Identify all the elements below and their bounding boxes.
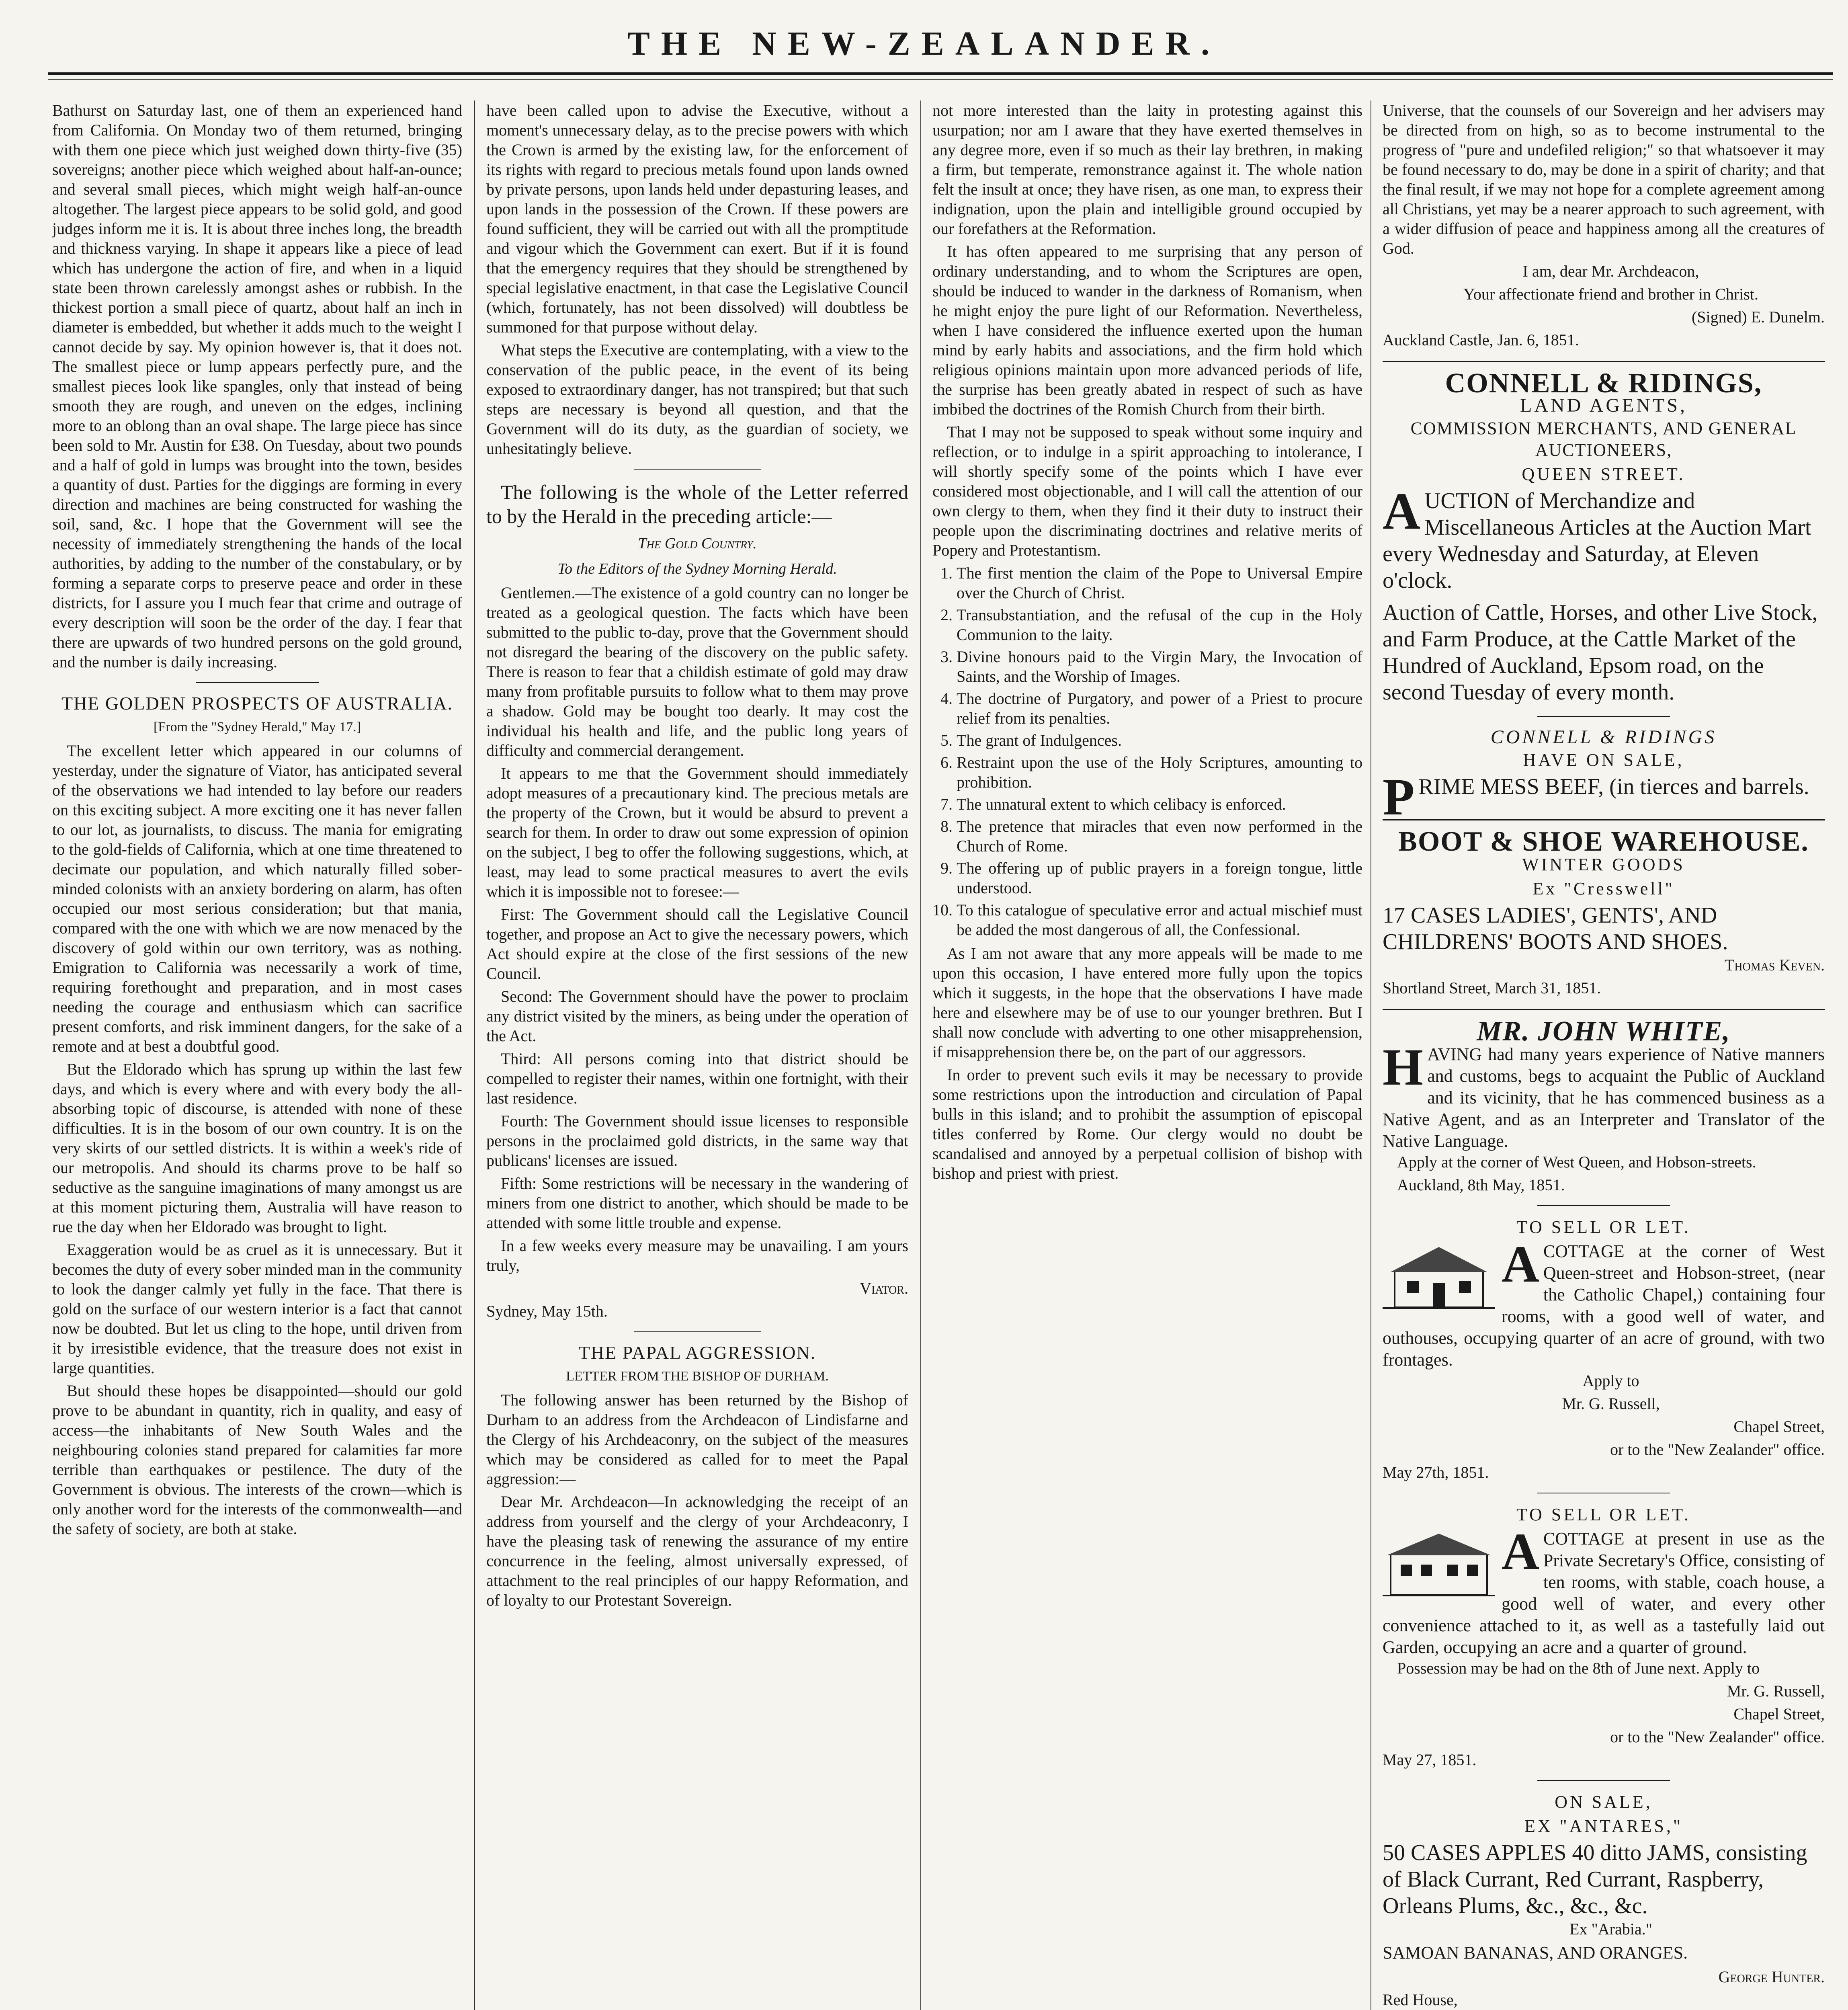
letter-point: Second: The Government should have the power to proclaim any district visited by the miners, as being under the operation of the Act.	[486, 987, 908, 1045]
dropcap: A	[1502, 1523, 1539, 1581]
ad-body	[1383, 768, 1825, 826]
list-item: 2. Transubstantiation, and the refusal of the cup in the Holy Communion to the laity.	[957, 605, 1362, 644]
ad-date: Shortland Street, March 31, 1851.	[1383, 979, 1601, 997]
ad-body	[1383, 1235, 1825, 1371]
column-3	[932, 100, 1362, 2010]
article-text: have been called upon to advise the Executive, without a moment's unnecessary delay, as to the precise powers with which the Crown is armed by the existing law, for the enforcement of its rights with regard to precious metals found upon lands owned by private persons, upon lands held under depasturing leases, and upon lands in the possession of the Crown. If these powers are found sufficient, they will be carried out with all the promptitude and vigour which the Government can exert. But if it is found that the emergency requires that they should be strengthened by special legislative enactment, in that case the Legislative Council (which, fortunately, has not been dissolved) will doubtless be summoned for that purpose without delay.	[486, 101, 908, 336]
ad-heading: CONNELL & RIDINGS	[1490, 726, 1717, 748]
list-item: 4. The doctrine of Purgatory, and power of a Priest to procure relief from its penalties.	[957, 689, 1362, 728]
article-paragraph: The excellent letter which appeared in our columns of yesterday, under the signature of Viator, has anticipated several of the observations we had intended to lay before our readers on this exciting subject. A more exciting one it has never fallen to our lot, as journalists, to discuss. The mania for emigrating to the gold-fields of California, which at one time threatened to decimate our population, and which naturally filled sober-minded colonists with an anxiety bordering on alarm, has often occupied our most serious consideration; but that mania, compared with the one with which we are now menaced by the discovery of gold within our own territory, was as nothing. Emigration to California was necessarily a work of time, requiring forethought and preparation, and in most cases needing the courage and enthusiasm which can sacrifice present comforts, and risk imminent dangers, for the sake of a remote and at best a doubtful good.	[52, 742, 462, 1055]
letter-point: Third: All persons coming into that district should be compelled to register their names, within one fortnight, with their last residence.	[486, 1050, 908, 1107]
article-source: [From the "Sydney Herald," May 17.]	[154, 720, 361, 734]
ad-text: Apply at the corner of West Queen, and Hobson-streets.	[1397, 1153, 1756, 1171]
dropcap: P	[1383, 768, 1415, 826]
ad-contact: Mr. G. Russell,	[1727, 1682, 1825, 1700]
list-item: 1. The first mention the claim of the Pope to Universal Empire over the Church of Christ.	[957, 563, 1362, 603]
masthead-title: THE NEW-ZEALANDER.	[627, 25, 1221, 62]
objections-list	[932, 563, 1362, 939]
letter-close: In a few weeks every measure may be unavailing. I am yours truly,	[486, 1237, 908, 1274]
signoff: Your affectionate friend and brother in Christ.	[1463, 285, 1758, 303]
ad-contact: Red House,	[1383, 1991, 1458, 2009]
ad-heading: MR. JOHN WHITE,	[1477, 1016, 1731, 1047]
ad-heading: CONNELL & RIDINGS,	[1445, 368, 1762, 399]
column-4	[1383, 100, 1825, 2010]
divider	[1537, 1780, 1670, 1781]
list-item: 9. The offering up of public prayers in a foreign tongue, little understood.	[957, 858, 1362, 898]
divider	[1383, 1009, 1825, 1010]
ad-body: Auction of Cattle, Horses, and other Live Stock, and Farm Produce, at the Cattle Market of the Hundred of Auckland, Epsom road, on the second Tuesday of every month.	[1383, 600, 1818, 705]
letter-point: Fourth: The Government should issue licenses to responsible persons in the proclaimed gold districts, in the same way that publicans' licenses are issued.	[486, 1112, 908, 1169]
divider	[196, 682, 319, 683]
ad-text: SAMOAN BANANAS, AND ORANGES.	[1383, 1943, 1688, 1963]
article-heading: THE PAPAL AGGRESSION.	[578, 1342, 816, 1363]
article-paragraph: In order to prevent such evils it may be necessary to provide some restrictions upon the introduction and circulation of Papal bulls in this island; and to prohibit the assumption of episcopal titles conferred by Rome. Our clergy would no doubt be scandalised and annoyed by a perpetual collision of bishop with bishop and priest with priest.	[932, 1066, 1362, 1182]
dropcap: H	[1383, 1038, 1424, 1096]
ad-text: Apply to	[1582, 1372, 1639, 1390]
ad-body: 17 CASES LADIES', GENTS', AND CHILDRENS' BOOTS AND SHOES.	[1383, 903, 1728, 954]
masthead-rule	[48, 72, 1833, 75]
article-text: Bathurst on Saturday last, one of them an experienced hand from California. On Monday two of them returned, bringing with them one piece which just weighed down thirty-five (35) sovereigns; another piece which weighed about half-an-ounce; and several small pieces, which might weigh half-an-ounce altogether. The largest piece appears to be solid gold, and good judges inform me it is. It is about three inches long, the breadth and thickness varying. In shape it appears like a piece of lead which has undergone the action of fire, and when in a liquid state been thrown carelessly amongst ashes or rubbish. In the thickest portion a small piece of quartz, about half an inch in diameter is embedded, but whether it adds much to the weight I cannot decide by say. My opinion however is, that it does not. The smallest piece or lump appears perfectly pure, and the smallest pieces look like spangles, only that instead of being smooth they are rough, and uneven on the edges, inclining more to an oblong than an oval shape. The large piece has since been sold to Mr. Austin for £38. On Tuesday, about two pounds and a half of gold in lumps was brought into the town, besides a quantity of dust. Parties for the diggings are forming in every direction and machines are being constructed for washing the soil, sand, &c. I hope that the Government will see the necessity of immediately strengthening the hands of the local authorities, by adding to the number of the constabulary, or by forming a separate corps to preserve peace and order in these districts, for I assure you I much fear that crime and outrage of every description will soon be the order of the day. I fear that there are upwards of two hundred persons on the gold ground, and the number is daily increasing.	[52, 101, 462, 671]
column-rule	[474, 100, 475, 2010]
ad-contact: Mr. G. Russell,	[1562, 1395, 1660, 1413]
letter-paragraph: Gentlemen.—The existence of a gold country can no longer be treated as a geological question. The facts which have been submitted to the public to-day, prove that the Government should not disregard the bearing of the discovery on the public safety. There is reason to fear that a childish estimate of gold may draw many from profitable pursuits to follow what to them may prove a shadow. Gold may be bought too dearly. It may cost the individual his health and life, and the public long years of difficulty and commercial derangement.	[486, 584, 908, 759]
list-item: 6. Restraint upon the use of the Holy Scriptures, amounting to prohibition.	[957, 753, 1362, 792]
ad-contact: Chapel Street,	[1733, 1417, 1825, 1436]
article-paragraph: That I may not be supposed to speak without some inquiry and reflection, or to indulge in a spirit approaching to intolerance, I will shortly specify some of the points which I have ever considered most objectionable, and I will call the attention of our own clergy to them, when they find it their duty to instruct their people upon the discriminating doctrines and relative merits of Popery and Protestantism.	[932, 423, 1362, 559]
list-item: 8. The pretence that miracles that even now performed in the Church of Rome.	[957, 816, 1362, 856]
ad-body: 50 CASES APPLES 40 ditto JAMS, consisting of Black Currant, Red Currant, Raspberry, Orleans Plums, &c., &c., &c.	[1383, 1840, 1807, 1918]
signoff: I am, dear Mr. Archdeacon,	[1522, 262, 1699, 280]
ad-contact: or to the "New Zealander" office.	[1610, 1728, 1825, 1746]
article-paragraph: But the Eldorado which has sprung up within the last few days, and which is every where and with every body the all-absorbing topic of discourse, is attended with none of these difficulties. It is in the bosom of our own country. It is on the very skirts of our settled districts. It is within a week's ride of our metropolis. And should its charms prove to be half so seductive as the sanguine imaginations of many amongst us are at this moment picturing them, Australia will have reason to rue the day when her Eldorado was brought to light.	[52, 1060, 462, 1236]
list-item: 10. To this catalogue of speculative error and actual mischief must be added the most dangerous of all, the Confessional.	[957, 900, 1362, 939]
article-text: Universe, that the counsels of our Sovereign and her advisers may be directed from on high, so as to become instrumental to the progress of "pure and undefiled religion;" so that whatsoever it may be found necessary to do, may be done in a spirit of charity; and that the final result, if we may not hope for a complete agreement among all Christians, yet may be a nearer approach to such agreement, with a wider diffusion of peace and happiness among all the creatures of God.	[1383, 101, 1825, 257]
ad-contact: Chapel Street,	[1733, 1705, 1825, 1723]
ad-subheading: COMMISSION MERCHANTS, AND GENERAL AUCTIONEERS,	[1410, 418, 1797, 460]
ad-heading: TO SELL OR LET.	[1516, 1505, 1691, 1524]
divider	[1537, 716, 1670, 717]
letter-date: Sydney, May 15th.	[486, 1302, 608, 1320]
divider	[1383, 361, 1825, 362]
article-paragraph: It has often appeared to me surprising that any person of ordinary understanding, and to whom the Scriptures are open, should be induced to wander in the darkness of Romanism, when he might enjoy the pure light of our Reformation. Nevertheless, when I have considered the influence exerted upon the human mind by early habits and associations, and the firm hold which religious opinions maintain upon more advanced periods of life, the surprise has been greatly abated in respect of such as have imbibed the doctrines of the Romish Church from their birth.	[932, 242, 1362, 418]
article-paragraph: Exaggeration would be as cruel as it is unnecessary. But it becomes the duty of every sober minded man in the community to look the danger calmly yet fully in the face. That there is gold on the surface of our western interior is a fact that cannot now be doubted. But let us cling to the hope, until driven from it by irresistible evidence, that the treasure does not exist in large quantities.	[52, 1241, 462, 1377]
ad-body	[1383, 1523, 1825, 1658]
letter-subhead: The Gold Country.	[638, 535, 757, 552]
ad-date: May 27, 1851.	[1383, 1751, 1477, 1769]
masthead-rule-thin	[48, 79, 1833, 80]
ad-subheading: LAND AGENTS,	[1520, 395, 1687, 416]
ad-body	[1383, 1038, 1825, 1152]
signoff: (Signed) E. Dunelm.	[1691, 308, 1825, 326]
ad-heading: ON SALE,	[1555, 1792, 1653, 1812]
ad-date: May 27th, 1851.	[1383, 1463, 1489, 1481]
column-rule	[920, 100, 921, 2010]
ad-contact: or to the "New Zealander" office.	[1610, 1440, 1825, 1458]
letter-point: Fifth: Some restrictions will be necessary in the wandering of miners from one district to another, which should be made to be attended with some little trouble and expense.	[486, 1174, 908, 1232]
ad-subheading: EX "ANTARES,"	[1524, 1816, 1683, 1836]
column-2	[486, 100, 908, 2010]
dropcap: A	[1383, 482, 1420, 540]
ad-signature: George Hunter.	[1718, 1968, 1825, 1986]
cottage-icon	[1383, 1243, 1495, 1311]
divider	[1383, 819, 1825, 820]
article-paragraph: As I am not aware that any more appeals will be made to me upon this occasion, I have entered more fully upon the topics which it suggests, in the hope that the observations I have made here and elsewhere may be of use to our younger brethren. But I shall now conclude with adverting to one other misapprehension, if misapprehension there be, on the part of our aggressors.	[932, 944, 1362, 1061]
list-item: 3. Divine honours paid to the Virgin Mary, the Invocation of Saints, and the Worship of Images.	[957, 647, 1362, 686]
ad-text: UCTION of Merchandize and Miscellaneous Articles at the Auction Mart every Wednesday and Saturday, at Eleven o'clock.	[1383, 488, 1811, 593]
cottage-icon	[1383, 1530, 1495, 1599]
ad-subheading: HAVE ON SALE,	[1523, 750, 1684, 770]
ad-text: AVING had many years experience of Native manners and customs, begs to acquaint the Public of Auckland and its vicinity, that he has commenced business as a Native Agent, and as an Interpreter and Translator of the Native Language.	[1383, 1044, 1825, 1151]
ad-text: COTTAGE at present in use as the Private Secretary's Office, consisting of ten rooms, with stable, coach house, a good well of water, and every other convenience attached to it, as well as a tastefully laid out Garden, occupying an acre and a quarter of ground.	[1383, 1529, 1825, 1657]
letter-intro: The following is the whole of the Letter referred to by the Herald in the preceding article:—	[486, 481, 908, 527]
ad-subheading: WINTER GOODS	[1522, 855, 1685, 874]
ad-text: Ex "Arabia."	[1569, 1920, 1652, 1938]
divider	[634, 1331, 761, 1332]
divider	[1537, 1205, 1670, 1206]
article-heading: THE GOLDEN PROSPECTS OF AUSTRALIA.	[61, 693, 453, 714]
list-item: 7. The unnatural extent to which celibacy is enforced.	[957, 794, 1362, 814]
list-item: 5. The grant of Indulgences.	[957, 730, 1362, 750]
ad-heading: TO SELL OR LET.	[1516, 1217, 1691, 1237]
ad-text: Possession may be had on the 8th of June next. Apply to	[1397, 1659, 1760, 1677]
ad-body	[1383, 482, 1825, 594]
ad-signature: Thomas Keven.	[1724, 956, 1825, 974]
letter-point: First: The Government should call the Legislative Council together, and propose an Act to give the necessary powers, which Act should expire at the close of the first sessions of the new Council.	[486, 905, 908, 982]
article-text: not more interested than the laity in protesting against this usurpation; nor am I aware that they have exerted themselves in any degree more, even if so much as their lay brethren, in making a firm, but temperate, remonstrance against it. The whole nation felt the insult at once; they have risen, as one man, to express their indignation, upon the plain and intelligible ground occupied by our forefathers at the Reformation.	[932, 101, 1362, 238]
letter-signer: Viator.	[860, 1279, 908, 1297]
signoff-date: Auckland Castle, Jan. 6, 1851.	[1383, 331, 1579, 349]
article-paragraph: What steps the Executive are contemplating, with a view to the conservation of the public peace, in the event of its being exposed to extraordinary danger, has not transpired; but that such steps are necessary is beyond all question, and that the Government will do its duty, as the guardian of society, we unhesitatingly believe.	[486, 341, 908, 457]
divider	[634, 469, 761, 470]
article-paragraph: Dear Mr. Archdeacon—In acknowledging the receipt of an address from yourself and the clergy of your Archdeaconry, I have the pleasing task of renewing the assurance of my entire concurrence in the feeling, almost universally expressed, of attachment to the real principles of our happy Reformation, and of loyalty to our Protestant Sovereign.	[486, 1493, 908, 1609]
ad-text: RIME MESS BEEF, (in tierces and barrels.	[1418, 774, 1809, 799]
dropcap: A	[1502, 1235, 1539, 1293]
letter-paragraph: It appears to me that the Government should immediately adopt measures of a precautionary kind. The precious metals are the property of the Crown, but it would be absurd to prevent a search for them. In order to draw out some expression of opinion on the subject, I beg to offer the following suggestions, which, at least, may lead to some practical measures to avert the evils which it is impossible not to foresee:—	[486, 764, 908, 900]
ad-subheading: QUEEN STREET.	[1522, 464, 1686, 484]
ad-heading: BOOT & SHOE WAREHOUSE.	[1398, 826, 1809, 857]
ad-date: Auckland, 8th May, 1851.	[1397, 1176, 1565, 1194]
ad-subheading: Ex "Cresswell"	[1532, 879, 1675, 898]
article-paragraph: But should these hopes be disappointed—should our gold prove to be abundant in quantity, rich in quality, and easy of access—the inhabitants of New South Wales and the neighbouring colonies stand prepared for calamities far more terrible than earthquakes or pestilence. The duty of the Government is obvious. The interests of the crown—which is only another word for the interests of the commonwealth—and the safety of society, are both at stake.	[52, 1382, 462, 1538]
column-1	[52, 100, 462, 2010]
ad-text: COTTAGE at the corner of West Queen-street and Hobson-street, (near the Catholic Chapel,) containing four rooms, with a good well of water, and outhouses, occupying quarter of an acre of ground, with two frontages.	[1383, 1241, 1825, 1370]
article-subheading: LETTER FROM THE BISHOP OF DURHAM.	[566, 1369, 829, 1384]
article-paragraph: The following answer has been returned by the Bishop of Durham to an address from the Archdeacon of Lindisfarne and the Clergy of his Archdeaconry, on the subject of the measures which may be considered as called for to meet the Papal aggression:—	[486, 1391, 908, 1488]
letter-salute: To the Editors of the Sydney Morning Herald.	[557, 560, 837, 577]
